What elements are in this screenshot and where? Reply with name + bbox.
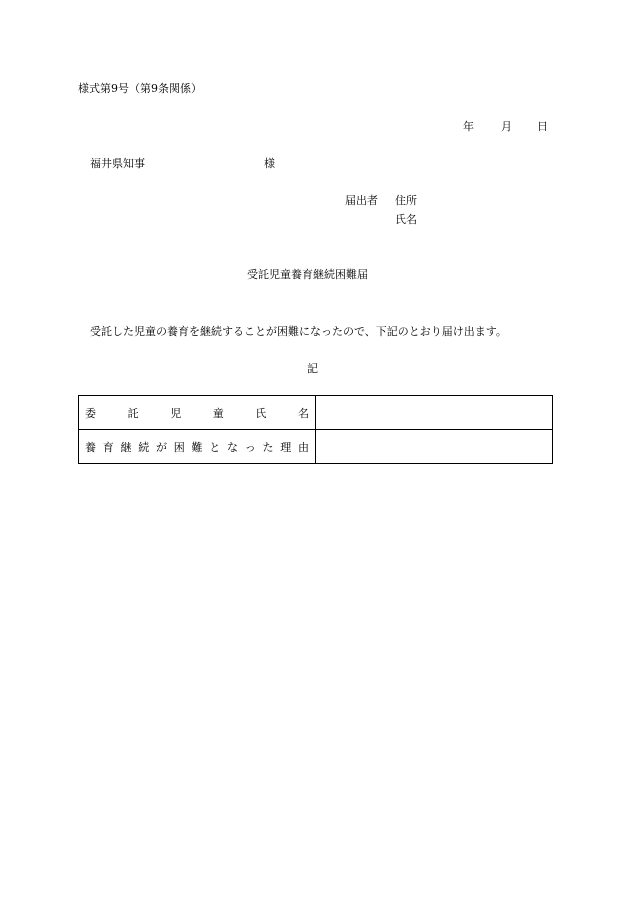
table-row (79, 430, 553, 464)
label-char: 由 (298, 440, 309, 454)
date-day-label: 日 (537, 120, 548, 133)
date-year-label: 年 (463, 120, 474, 133)
label-char: 氏 (255, 406, 267, 420)
date-month-label: 月 (501, 120, 512, 133)
label-char: 困 (173, 440, 185, 454)
reason-label-cell (79, 430, 316, 464)
label-char: が (156, 440, 167, 454)
label-char: 継 (120, 440, 132, 454)
child-name-value-cell[interactable] (316, 396, 553, 430)
body-text: 受託した児童の養育を継続することが困難になったので、下記のとおり届け出ます。 (90, 325, 507, 338)
label-char: 童 (212, 406, 224, 420)
label-char: 続 (138, 440, 150, 454)
ki-label: 記 (307, 362, 318, 375)
form-table (78, 395, 553, 464)
label-char: た (262, 440, 274, 454)
filer-label: 届出者 (345, 194, 378, 207)
addressee: 福井県知事 (90, 157, 145, 170)
child-name-label-cell (79, 396, 316, 430)
child-name-label (79, 405, 315, 421)
label-char: 養 (85, 440, 96, 454)
label-char: 児 (170, 406, 182, 420)
label-char: 委 (85, 406, 96, 420)
label-char: 理 (280, 440, 292, 454)
name-label: 氏名 (395, 213, 417, 226)
label-char: 名 (297, 406, 309, 420)
document-title: 受託児童養育継続困難届 (247, 268, 368, 281)
reason-value-cell[interactable] (316, 430, 553, 464)
table-row (79, 396, 553, 430)
label-char: 育 (102, 440, 114, 454)
honorific: 様 (264, 157, 275, 170)
label-char: と (209, 440, 221, 454)
label-char: 難 (191, 440, 203, 454)
label-char: っ (244, 440, 256, 454)
label-char: な (227, 440, 238, 454)
label-char: 託 (127, 406, 139, 420)
reason-label (79, 439, 315, 455)
address-label: 住所 (395, 194, 417, 207)
form-number: 様式第9号（第9条関係） (78, 82, 202, 95)
